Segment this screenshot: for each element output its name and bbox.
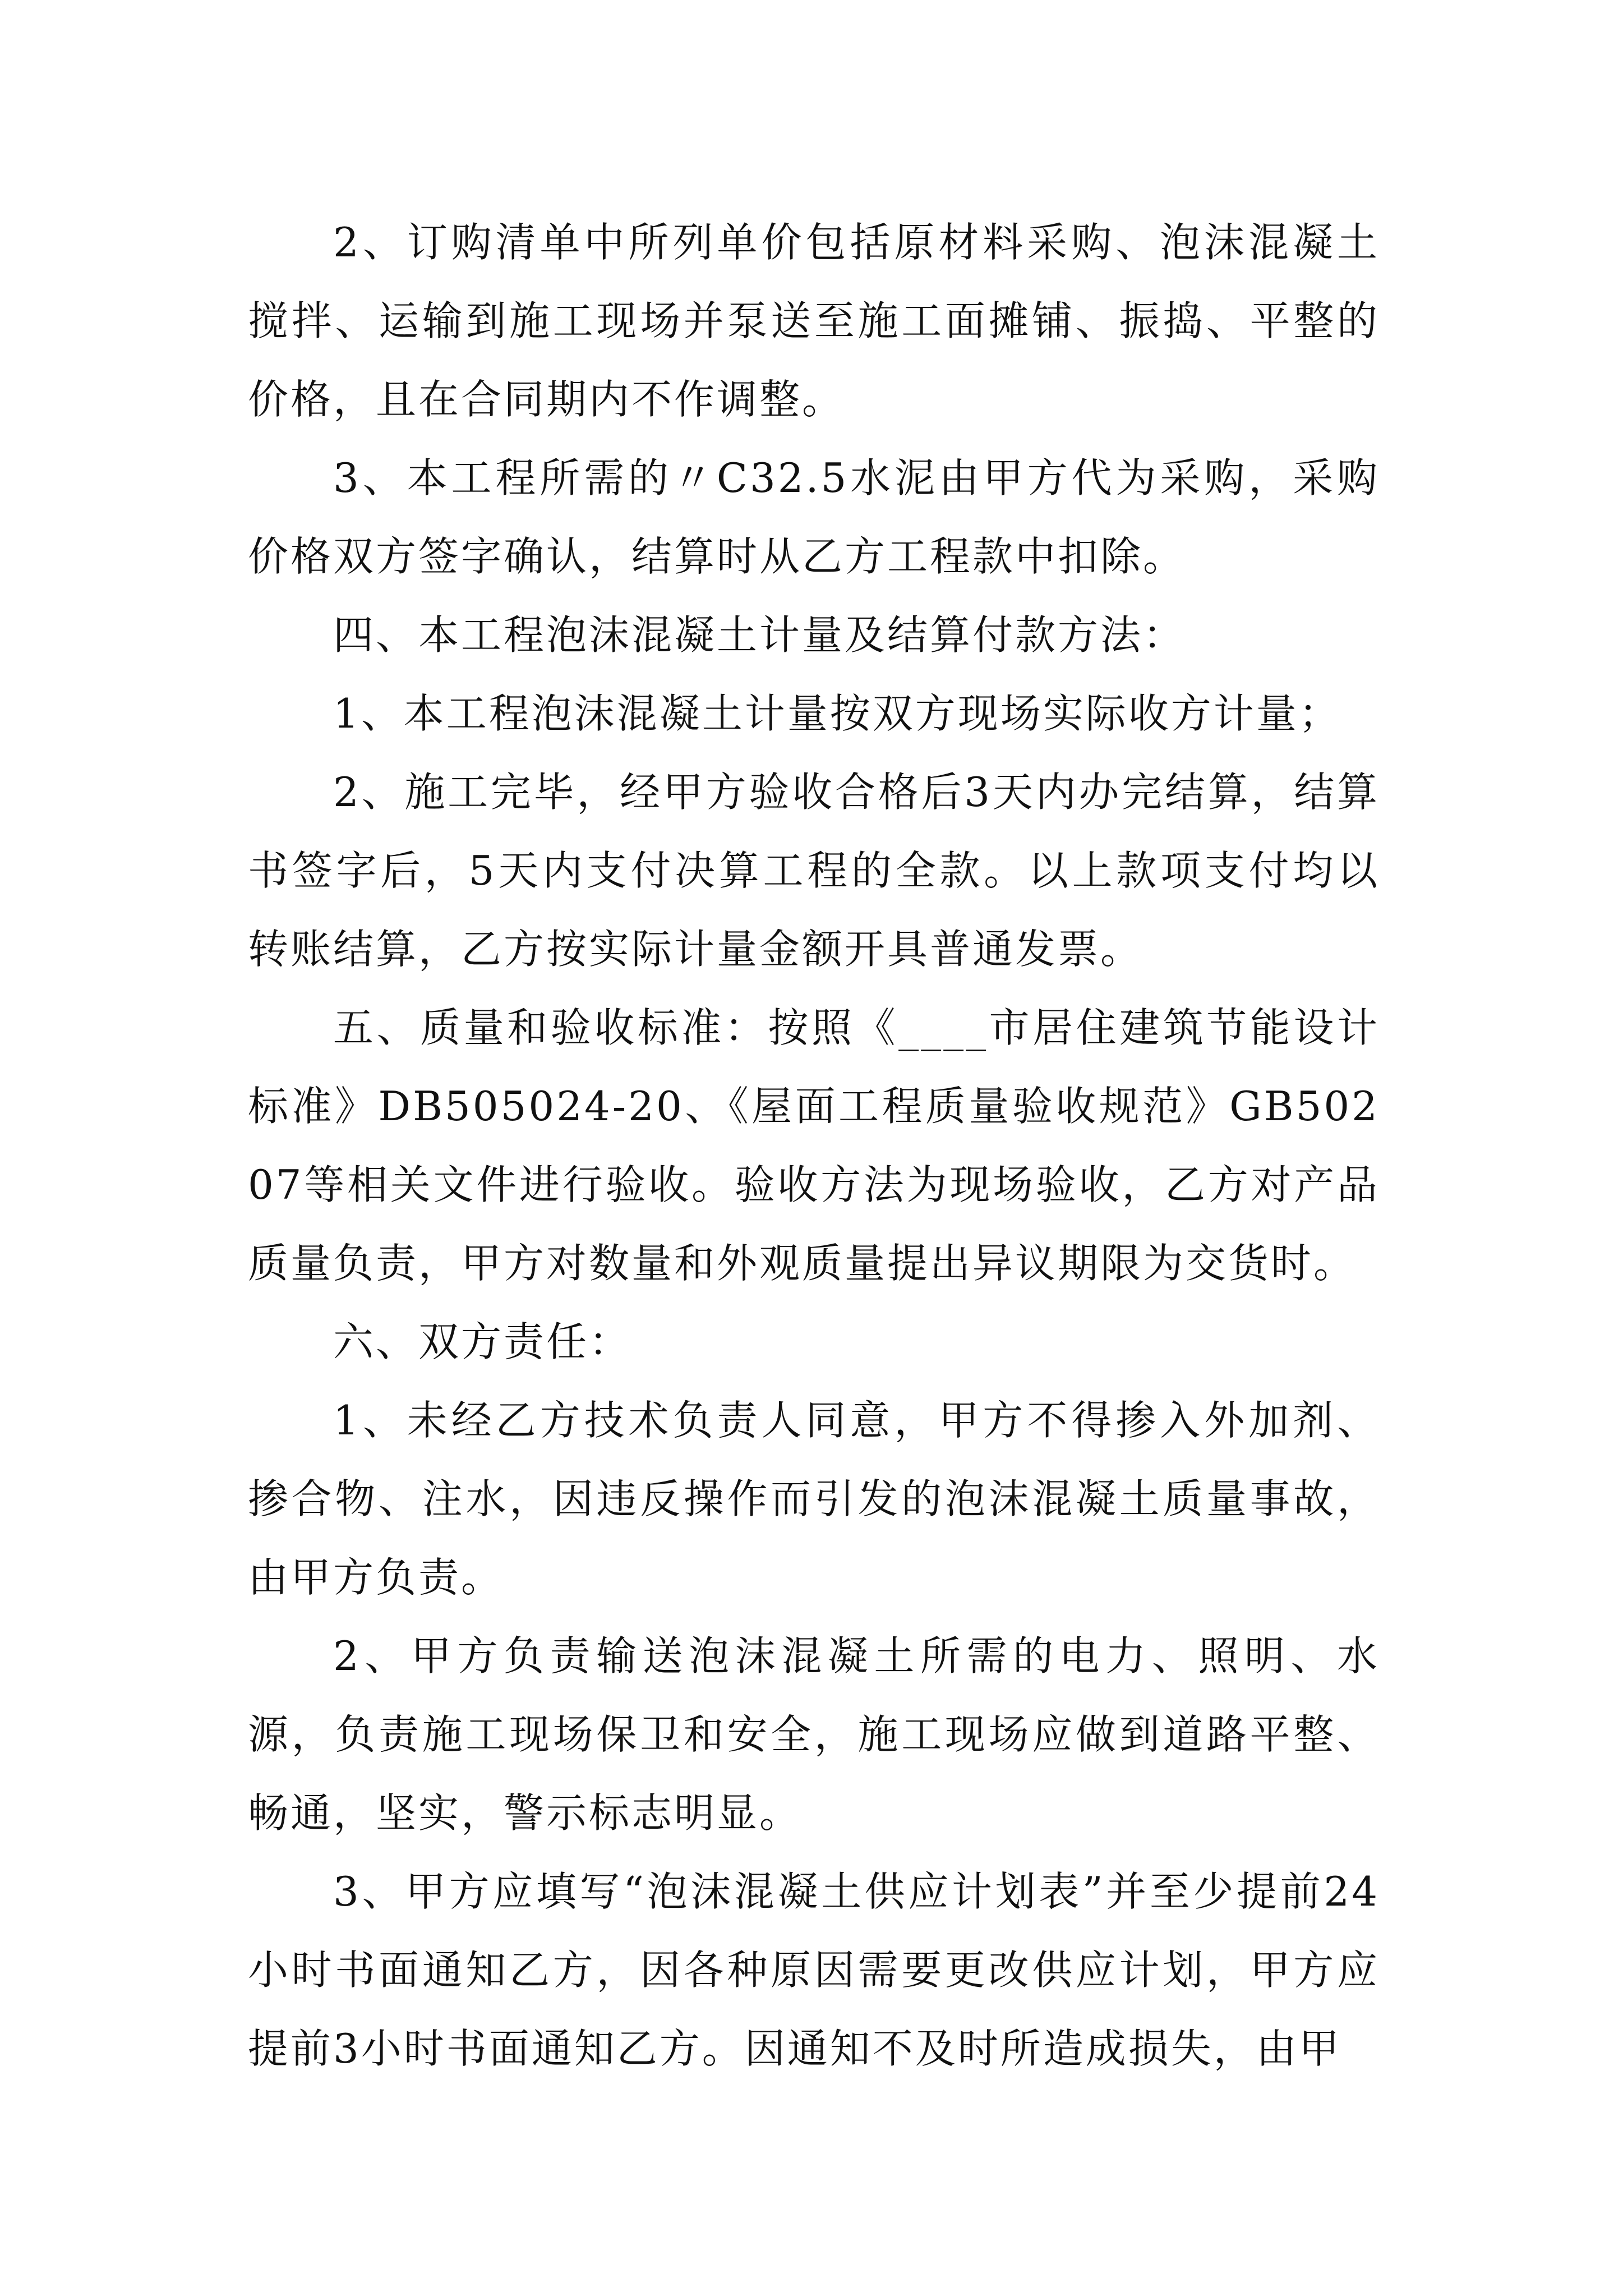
heading-section-six: 六、双方责任：	[333, 1318, 632, 1365]
paragraph-quality-standard: 五、质量和验收标准：按照《____市居住建筑节能设计标准》DB505024-20、《屋面工程质量验收规范》GB50207等相关文件进行验收。验收方法为现场验收，乙方对产品质量负责，甲方对数量和外观质量提出异议期限为交货时。	[248, 1004, 1380, 1287]
paragraph-unit-price: 2、订购清单中所列单价包括原材料采购、泡沫混凝土搅拌、运输到施工现场并泵送至施工面摊铺、振捣、平整的价格，且在合同期内不作调整。	[248, 219, 1380, 423]
paragraph-responsibility-1: 1、未经乙方技术负责人同意，甲方不得掺入外加剂、掺合物、注水，因违反操作而引发的泡沫混凝土质量事故，由甲方负责。	[248, 1397, 1380, 1601]
heading-section-four: 四、本工程泡沫混凝土计量及结算付款方法：	[333, 611, 1186, 659]
document-body	[248, 203, 1380, 2088]
paragraph-measurement: 1、本工程泡沫混凝土计量按双方现场实际收方计量；	[333, 690, 1341, 737]
paragraph-cement-purchase: 3、本工程所需的〃C32.5水泥由甲方代为采购，采购价格双方签字确认，结算时从乙方工程款中扣除。	[248, 454, 1380, 580]
paragraph-responsibility-3: 3、甲方应填写“泡沫混凝土供应计划表”并至少提前24小时书面通知乙方，因各种原因需要更改供应计划，甲方应提前3小时书面通知乙方。因通知不及时所造成损失，由甲	[248, 1868, 1380, 2072]
paragraph-settlement: 2、施工完毕，经甲方验收合格后3天内办完结算，结算书签字后，5天内支付决算工程的全款。以上款项支付均以转账结算，乙方按实际计量金额开具普通发票。	[248, 769, 1380, 973]
paragraph-responsibility-2: 2、甲方负责输送泡沫混凝土所需的电力、照明、水源，负责施工现场保卫和安全，施工现场应做到道路平整、畅通，坚实，警示标志明显。	[248, 1632, 1380, 1837]
